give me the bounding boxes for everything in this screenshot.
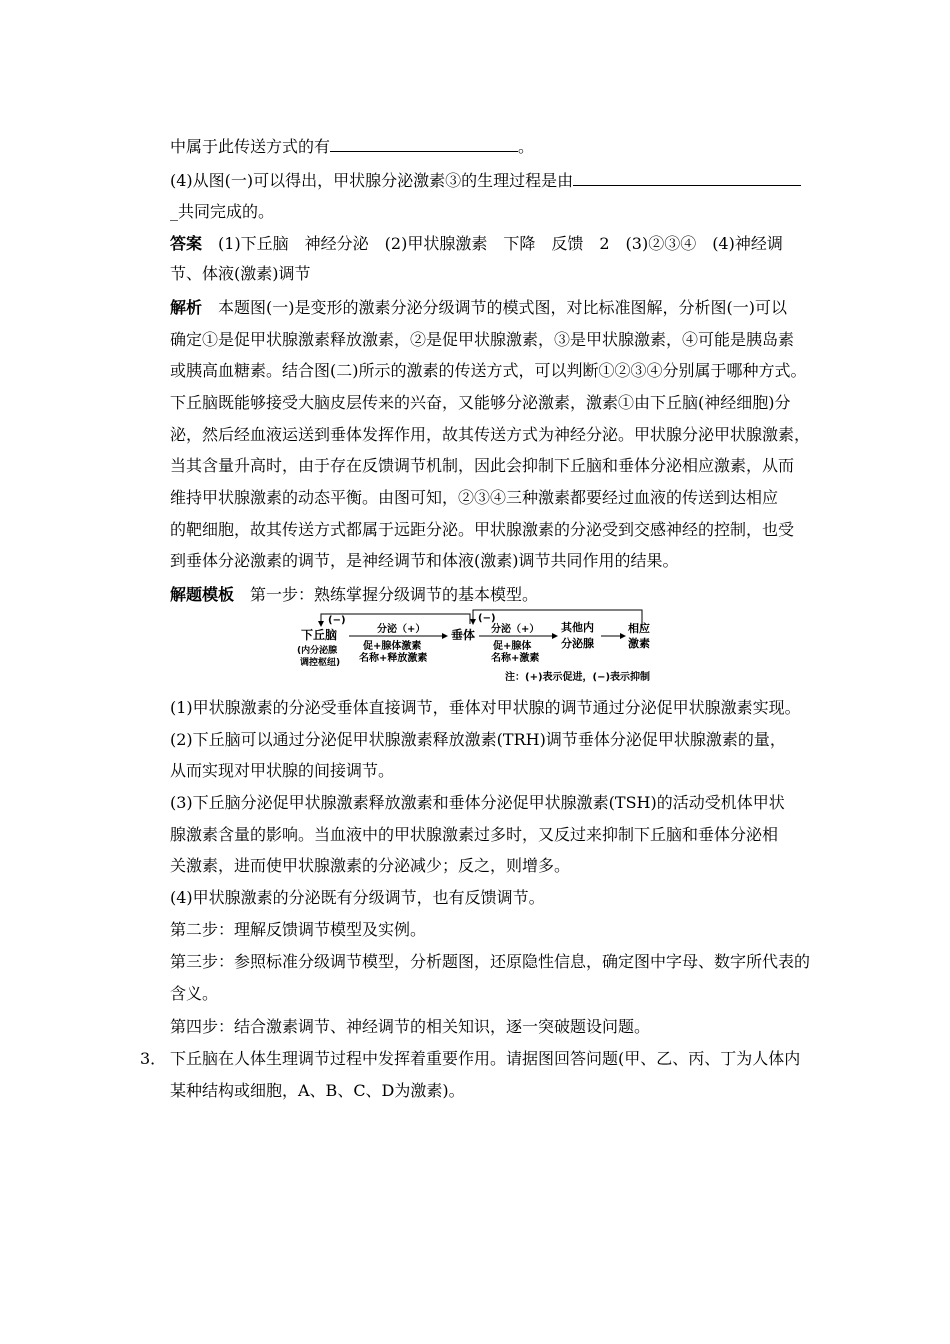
analysis-line-6: 当其含量升高时，由于存在反馈调节机制，因此会抑制下丘脑和垂体分泌相应激素，从而 xyxy=(170,456,795,475)
answer-cont: 节、体液(激素)调节 xyxy=(170,264,311,283)
hormone-2-b: 名称+激素 xyxy=(491,653,540,664)
answer-label: 答案 xyxy=(170,234,203,253)
hypothalamus-sub-2: 调控枢纽) xyxy=(300,658,341,668)
template-label: 解题模板 xyxy=(170,585,235,604)
answer-line xyxy=(170,234,820,254)
analysis-label: 解析 xyxy=(170,298,203,317)
hormone-1-b: 名称+释放激素 xyxy=(359,653,428,664)
point-line-10: 含义。 xyxy=(170,984,219,1003)
line-2-text: (4)从图(一)可以得出，甲状腺分泌激素③的生理过程是由 xyxy=(170,171,574,190)
analysis-line-9: 到垂体分泌激素的调节，是神经调节和体液(激素)调节共同作用的结果。 xyxy=(170,551,679,570)
hypothalamus-label: 下丘脑 xyxy=(301,628,338,642)
answer-text: (1)下丘脑 神经分泌 (2)甲状腺激素 下降 反馈 2 (3)②③④ (4)神经调 xyxy=(202,234,783,253)
analysis-line-3: 或胰高血糖素。结合图(二)所示的激素的传送方式，可以判断①②③④分别属于哪种方式。 xyxy=(170,361,807,380)
hierarchy-regulation-diagram xyxy=(295,608,675,686)
analysis-line-5: 泌，然后经血液运送到垂体发挥作用，故其传送方式为神经分泌。甲状腺分泌甲状腺激素， xyxy=(170,425,811,444)
analysis-line-8: 的靶细胞，故其传送方式都属于远距分泌。甲状腺激素的分泌受到交感神经的控制，也受 xyxy=(170,520,795,539)
pituitary-label: 垂体 xyxy=(451,628,476,642)
text-line-2 xyxy=(170,170,820,191)
analysis-line-4: 下丘脑既能够接受大脑皮层传来的兴奋，又能够分泌激素，激素①由下丘脑(神经细胞)分 xyxy=(170,393,791,412)
target-hormone-b: 激素 xyxy=(628,637,650,650)
other-gland-b: 分泌腺 xyxy=(561,637,594,650)
analysis-line-7: 维持甲状腺激素的动态平衡。由图可知，②③④三种激素都要经过血液的传送到达相应 xyxy=(170,488,779,507)
answer-blank-2 xyxy=(573,170,801,186)
inhibit-label-1: (−) xyxy=(328,615,346,626)
hypothalamus-sub-1: (内分泌腺 xyxy=(297,646,338,656)
hormone-1-a: 促+腺体激素 xyxy=(363,641,422,652)
other-gland-a: 其他内 xyxy=(561,621,594,634)
diagram-note: 注：(+)表示促进，(−)表示抑制 xyxy=(505,672,651,683)
text-line-1 xyxy=(170,136,820,157)
analysis-line-2: 确定①是促甲状腺激素释放激素，②是促甲状腺激素，③是甲状腺激素，④可能是胰岛素 xyxy=(170,330,795,349)
question-3-number: 3． xyxy=(140,1049,167,1068)
point-line-8: 第二步：理解反馈调节模型及实例。 xyxy=(170,920,427,939)
point-line-5: 腺激素含量的影响。当血液中的甲状腺激素过多时，又反过来抑制下丘脑和垂体分泌相 xyxy=(170,825,779,844)
point-line-3: 从而实现对甲状腺的间接调节。 xyxy=(170,761,395,780)
secrete-label-1: 分泌（+） xyxy=(377,624,426,635)
inhibit-label-2: (−) xyxy=(478,613,496,624)
point-line-11: 第四步：结合激素调节、神经调节的相关知识，逐一突破题设问题。 xyxy=(170,1017,651,1036)
secrete-label-2: 分泌（+） xyxy=(491,624,540,635)
point-line-9: 第三步：参照标准分级调节模型，分析题图，还原隐性信息，确定图中字母、数字所代表的 xyxy=(170,952,811,971)
point-line-4: (3)下丘脑分泌促甲状腺激素释放激素和垂体分泌促甲状腺激素(TSH)的活动受机体甲状 xyxy=(170,793,785,812)
line-1-text: 中属于此传送方式的有 xyxy=(170,137,331,156)
template-line xyxy=(170,585,820,605)
target-hormone-a: 相应 xyxy=(628,622,650,635)
point-line-7: (4)甲状腺激素的分泌既有分级调节，也有反馈调节。 xyxy=(170,888,545,907)
analysis-line-1 xyxy=(170,298,820,318)
hormone-2-a: 促+腺体 xyxy=(493,641,532,652)
question-3-line-1: 下丘脑在人体生理调节过程中发挥着重要作用。请据图回答问题(甲、乙、丙、丁为人体内 xyxy=(170,1049,801,1068)
point-line-6: 关激素，进而使甲状腺激素的分泌减少；反之，则增多。 xyxy=(170,856,571,875)
answer-blank-1 xyxy=(330,136,518,152)
question-3-line-2: 某种结构或细胞，A、B、C、D为激素)。 xyxy=(170,1081,465,1100)
line-1-end: 。 xyxy=(518,137,535,156)
template-step-1: 第一步：熟练掌握分级调节的基本模型。 xyxy=(234,585,539,604)
point-line-2: (2)下丘脑可以通过分泌促甲状腺激素释放激素(TRH)调节垂体分泌促甲状腺激素的量， xyxy=(170,730,786,749)
text-line-3: _共同完成的。 xyxy=(170,202,275,221)
analysis-text-0: 本题图(一)是变形的激素分泌分级调节的模式图，对比标准图解，分析图(一)可以 xyxy=(202,298,787,317)
point-line-1: (1)甲状腺激素的分泌受垂体直接调节，垂体对甲状腺的调节通过分泌促甲状腺激素实现。 xyxy=(170,698,801,717)
